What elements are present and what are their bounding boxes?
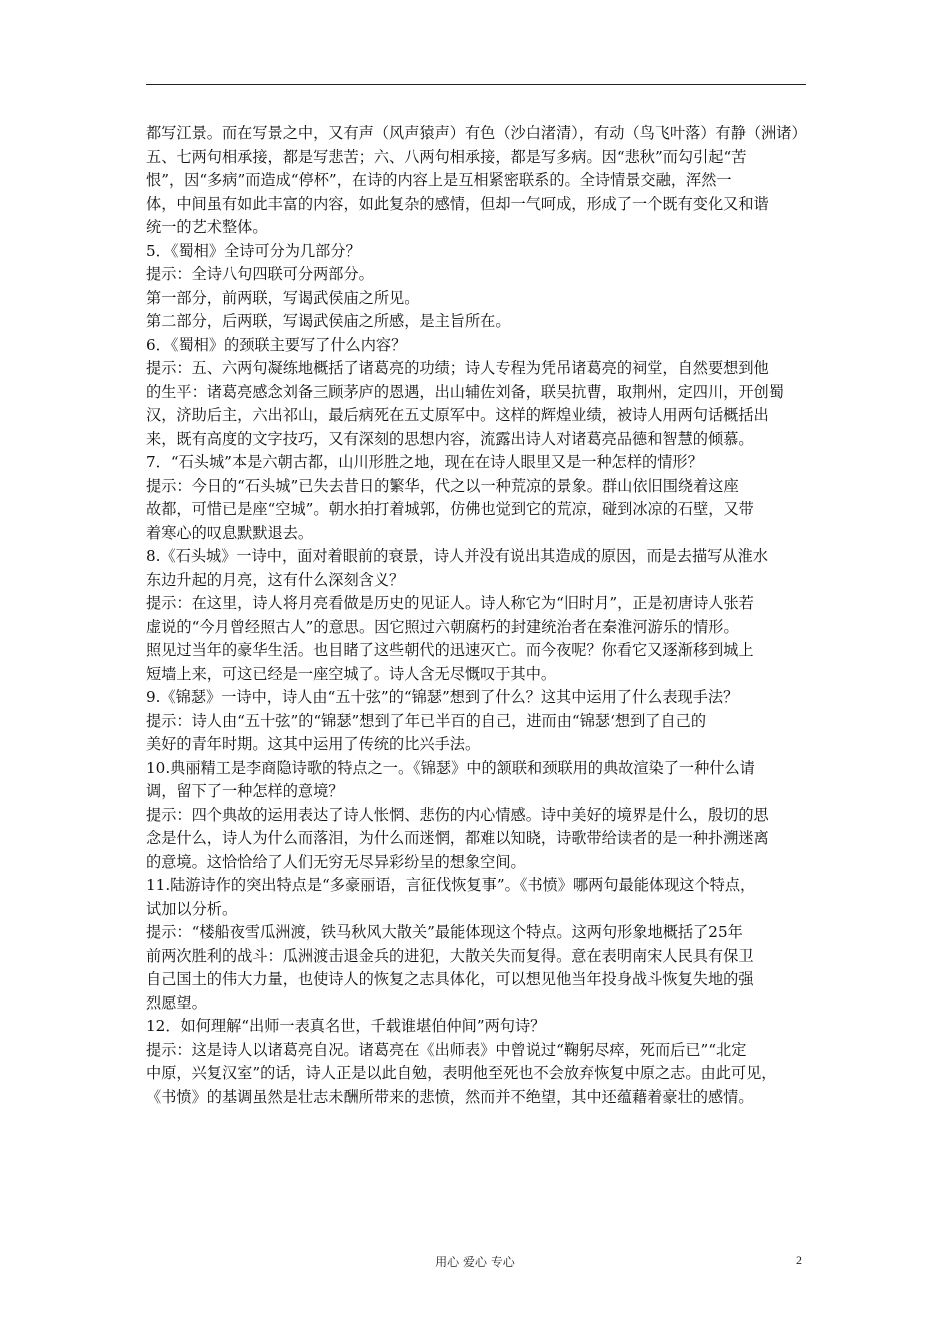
text-line: 短墙上来，可这已经是一座空城了。诗人含无尽慨叹于其中。 xyxy=(146,664,557,683)
text-line: 10.典丽精工是李商隐诗歌的特点之一。《锦瑟》中的颔联和颈联用的典故渲染了一种什么请 xyxy=(146,758,755,777)
text-line: 第一部分，前两联，写谒武侯庙之所见。 xyxy=(146,288,420,307)
text-line: 试加以分析。 xyxy=(146,899,238,918)
text-line: 来，既有高度的文字技巧，又有深刻的思想内容，流露出诗人对诸葛亮品德和智慧的倾慕。 xyxy=(146,429,754,448)
text-line: 9.《锦瑟》一诗中，诗人由“五十弦”的“锦瑟”想到了什么？这其中运用了什么表现手法？ xyxy=(146,688,739,706)
text-line: 照见过当年的豪华生活。也目睹了这些朝代的迅速灭亡。而今夜呢？你看它又逐渐移到城上 xyxy=(146,641,754,659)
text-line: 调，留下了一种怎样的意境？ xyxy=(146,782,344,800)
text-line: 提示：五、六两句凝练地概括了诸葛亮的功绩；诗人专程为凭吊诸葛亮的祠堂，自然要想到他 xyxy=(146,359,769,377)
text-line: 美好的青年时期。这其中运用了传统的比兴手法。 xyxy=(146,735,481,753)
text-line: 提示：全诗八句四联可分两部分。 xyxy=(146,265,374,283)
text-line: 7．“石头城”本是六朝古都，山川形胜之地，现在在诗人眼里又是一种怎样的情形？ xyxy=(146,453,703,471)
text-line: 东边升起的月亮，这有什么深刻含义？ xyxy=(146,570,405,589)
text-line: 12．如何理解“出师一表真名世，千载谁堪伯仲间”两句诗？ xyxy=(146,1017,546,1035)
text-line: 五、七两句相承接，都是写悲苦；六、八两句相承接，都是写多病。因“悲秋”而勾引起“苦 xyxy=(146,147,747,166)
text-line: 虚说的“今月曾经照古人”的意思。因它照过六朝腐朽的封建统治者在秦淮河游乐的情形。 xyxy=(146,617,739,636)
text-line: 提示：今日的“石头城”已失去昔日的繁华，代之以一种荒凉的景象。群山依旧围绕着这座 xyxy=(146,476,739,495)
text-line: 前两次胜利的战斗：瓜洲渡击退金兵的进犯，大散关失而复得。意在表明南宋人民具有保卫 xyxy=(146,946,754,965)
text-line: 自己国土的伟大力量，也使诗人的恢复之志具体化，可以想见他当年投身战斗恢复失地的强 xyxy=(146,970,754,988)
text-line: 提示：诗人由“五十弦”的“锦瑟”想到了年已半百的自己，进而由“锦瑟‘想到了自己的 xyxy=(146,711,707,730)
text-line: 5．《蜀相》全诗可分为几部分？ xyxy=(146,241,361,260)
text-line: 提示：四个典故的运用表达了诗人怅惘、悲伤的内心情感。诗中美好的境界是什么，殷切的思 xyxy=(146,805,769,824)
document-body xyxy=(146,122,810,1109)
page-number: 2 xyxy=(796,1253,802,1267)
footer-motto: 用心 爱心 专心 xyxy=(435,1255,515,1269)
text-line: 着寒心的叹息默默退去。 xyxy=(146,523,314,542)
text-line: 6．《蜀相》的颈联主要写了什么内容？ xyxy=(146,335,407,354)
text-line: 提示：这是诗人以诸葛亮自况。诸葛亮在《出师表》中曾说过“鞠躬尽瘁，死而后已”“北定 xyxy=(146,1040,747,1059)
text-line: 提示：“楼船夜雪瓜洲渡，铁马秋风大散关”最能体现这个特点。这两句形象地概括了25年 xyxy=(146,923,743,941)
text-line: 体，中间虽有如此丰富的内容，如此复杂的感情，但却一气呵成，形成了一个既有变化又和谐 xyxy=(146,194,769,213)
header-rule xyxy=(146,84,806,85)
text-line: 11.陆游诗作的突出特点是“多豪丽语，言征伐恢复事”。《书愤》哪两句最能体现这个特点， xyxy=(146,876,756,894)
text-line: 烈愿望。 xyxy=(146,993,207,1012)
text-line: 8.《石头城》一诗中，面对着眼前的衰景，诗人并没有说出其造成的原因，而是去描写从淮水 xyxy=(146,547,768,565)
text-line: 的生平：诸葛亮感念刘备三顾茅庐的恩遇，出山辅佐刘备，联吴抗曹，取荆州，定四川，开创蜀 xyxy=(146,382,784,401)
text-line: 第二部分，后两联，写谒武侯庙之所感，是主旨所在。 xyxy=(146,312,511,330)
text-line: 的意境。这恰恰给了人们无穷无尽异彩纷呈的想象空间。 xyxy=(146,852,526,871)
text-line: 提示：在这里，诗人将月亮看做是历史的见证人。诗人称它为“旧时月”，正是初唐诗人张若 xyxy=(146,594,754,612)
text-line: 念是什么，诗人为什么而落泪，为什么而迷惘，都难以知晓，诗歌带给读者的是一种扑溯迷离 xyxy=(146,829,769,847)
text-line: 统一的艺术整体。 xyxy=(146,218,268,236)
text-line: 汉，济助后主，六出祁山，最后病死在五丈原军中。这样的辉煌业绩，被诗人用两句话概括出 xyxy=(146,406,769,424)
text-line: 《书愤》的基调虽然是壮志未酬所带来的悲愤，然而并不绝望，其中还蕴藉着豪壮的感情。 xyxy=(146,1087,754,1106)
text-line: 都写江景。而在写景之中，又有声（风声猿声）有色（沙白渚清），有动（鸟飞叶落）有静（洲诸） xyxy=(146,124,807,142)
text-line: 故都，可惜已是座“空城”。朝水拍打着城郭，仿佛也觉到它的荒凉，碰到冰凉的石壁，又带 xyxy=(146,500,754,518)
text-line: 恨”，因“多病”而造成“停杯”，在诗的内容上是互相紧密联系的。全诗情景交融，浑然一 xyxy=(146,171,732,189)
text-line: 中原，兴复汉室”的话，诗人正是以此自勉，表明他至死也不会放弃恢复中原之志。由此可见， xyxy=(146,1064,777,1082)
